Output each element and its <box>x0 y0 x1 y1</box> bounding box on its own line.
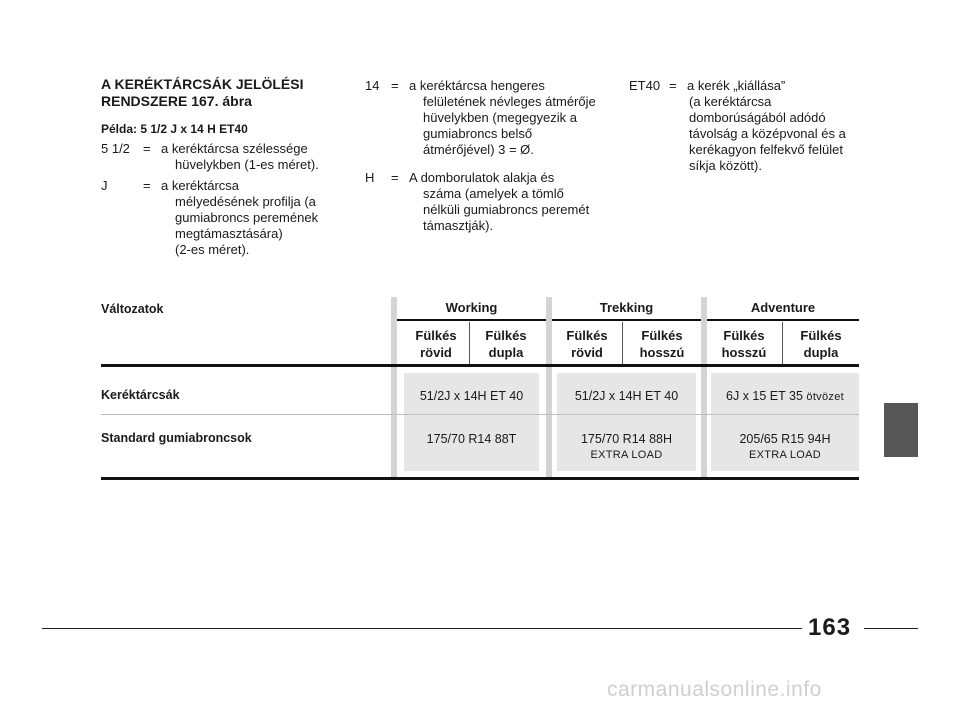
sub-separator <box>782 322 783 364</box>
sub-header-line: rövid <box>571 345 603 360</box>
group-rule <box>552 319 701 321</box>
definition-text <box>161 178 318 258</box>
section-title-line-1: A KERÉKTÁRCSÁK JELÖLÉSI <box>101 76 304 92</box>
definition-term: 14 <box>365 78 380 93</box>
definition-line: a keréktárcsa hengeres <box>409 78 545 93</box>
watermark: carmanualsonline.info <box>607 678 822 701</box>
section-tab <box>884 403 918 457</box>
sub-header-line: Fülkés <box>415 328 457 343</box>
definition-line: megtámasztására) <box>175 226 283 241</box>
sub-header-line: Fülkés <box>566 328 608 343</box>
sub-header <box>786 327 856 361</box>
definition-line: (a keréktárcsa <box>689 94 772 109</box>
cell-value: 51/2J x 14H ET 40 <box>574 389 679 403</box>
definition-width <box>101 141 341 175</box>
section-title-line-2: RENDSZERE 167. ábra <box>101 93 252 109</box>
row-label-tyres: Standard gumiabroncsok <box>101 431 252 445</box>
section-title <box>101 76 341 110</box>
group-rule <box>397 319 546 321</box>
table-cell <box>711 431 859 463</box>
example-code: Példa: 5 1/2 J x 14 H ET40 <box>101 122 248 136</box>
sub-separator <box>469 322 470 364</box>
column-bar <box>546 297 552 479</box>
definition-line: domborúságából adódó <box>689 110 826 125</box>
definition-equals: = <box>143 178 151 193</box>
cell-value: 175/70 R14 88T <box>426 432 517 446</box>
cell-note: ötvözet <box>806 391 844 403</box>
header-rule <box>101 364 859 367</box>
definition-line: síkja között). <box>689 158 762 173</box>
definition-equals: = <box>143 141 151 156</box>
table-cell <box>404 431 539 447</box>
column-bar <box>701 297 707 479</box>
sub-header-line: Fülkés <box>723 328 765 343</box>
page-number: 163 <box>808 614 852 641</box>
table-cell <box>404 388 539 404</box>
sub-header-line: Fülkés <box>485 328 527 343</box>
definition-line: a keréktárcsa szélessége <box>161 141 308 156</box>
footer-rule-right <box>864 628 918 629</box>
definition-term: H <box>365 170 375 185</box>
cell-value: 51/2J x 14H ET 40 <box>419 389 524 403</box>
definition-line: felületének névleges átmérője <box>423 94 596 109</box>
definition-text <box>161 141 319 173</box>
definition-line: hüvelykben (megegyezik a <box>423 110 577 125</box>
sub-header <box>472 327 540 361</box>
definition-term: J <box>101 178 108 193</box>
group-header-adventure: Adventure <box>750 300 816 315</box>
definition-line: hüvelykben (1-es méret). <box>175 157 319 172</box>
sub-header-line: dupla <box>488 345 524 360</box>
definition-term: ET40 <box>629 78 661 93</box>
definition-term: 5 1/2 <box>101 141 130 156</box>
definition-humps <box>365 170 605 236</box>
table-cell <box>711 388 859 405</box>
definition-equals: = <box>391 170 399 185</box>
cell-value: 175/70 R14 88H <box>580 432 673 446</box>
variants-label: Változatok <box>101 302 164 316</box>
sub-header-line: dupla <box>803 345 839 360</box>
definition-line: átmérőjével) 3 = Ø. <box>423 142 534 157</box>
sub-header <box>556 327 618 361</box>
sub-separator <box>622 322 623 364</box>
definition-text <box>687 78 846 174</box>
cell-value: 6J x 15 ET 35 <box>726 389 803 403</box>
definition-line: kerékagyon felfekvő felület <box>689 142 843 157</box>
cell-note: EXTRA LOAD <box>590 449 663 461</box>
definition-line: gumiabroncs belső <box>423 126 533 141</box>
sub-header-line: hosszú <box>639 345 685 360</box>
sub-header <box>627 327 697 361</box>
bottom-rule <box>101 477 859 480</box>
definition-line: a keréktárcsa <box>161 178 240 193</box>
definition-diameter <box>365 78 605 160</box>
definition-text <box>409 78 596 158</box>
sub-header-line: Fülkés <box>641 328 683 343</box>
sub-header-line: rövid <box>420 345 452 360</box>
cell-value: 205/65 R15 94H <box>739 432 831 446</box>
group-rule <box>707 319 859 321</box>
cell-note: EXTRA LOAD <box>748 449 822 461</box>
definition-line: támasztják). <box>423 218 494 233</box>
sub-header <box>711 327 777 361</box>
group-header-working: Working <box>445 300 498 315</box>
table-cell <box>557 388 696 404</box>
table-cell <box>557 431 696 463</box>
definition-equals: = <box>391 78 399 93</box>
definition-text <box>409 170 589 234</box>
sub-header-line: Fülkés <box>800 328 842 343</box>
sub-header-line: hosszú <box>721 345 767 360</box>
definition-line: a kerék „kiállása” <box>687 78 786 93</box>
column-bar <box>391 297 397 479</box>
footer-rule-left <box>42 628 802 629</box>
definition-line: A domborulatok alakja és <box>409 170 555 185</box>
definition-equals: = <box>669 78 677 93</box>
definition-profile <box>101 178 341 260</box>
definition-line: száma (amelyek a tömlő <box>423 186 564 201</box>
row-label-wheels: Keréktárcsák <box>101 388 180 402</box>
sub-header <box>405 327 467 361</box>
definition-line: gumiabroncs peremének <box>175 210 319 225</box>
definition-line: távolság a középvonal és a <box>689 126 846 141</box>
definition-line: (2-es méret). <box>175 242 250 257</box>
row-rule <box>101 414 859 415</box>
definition-line: mélyedésének profilja (a <box>175 194 316 209</box>
definition-offset <box>629 78 869 178</box>
definition-line: nélküli gumiabroncs peremét <box>423 202 590 217</box>
group-header-trekking: Trekking <box>599 300 654 315</box>
